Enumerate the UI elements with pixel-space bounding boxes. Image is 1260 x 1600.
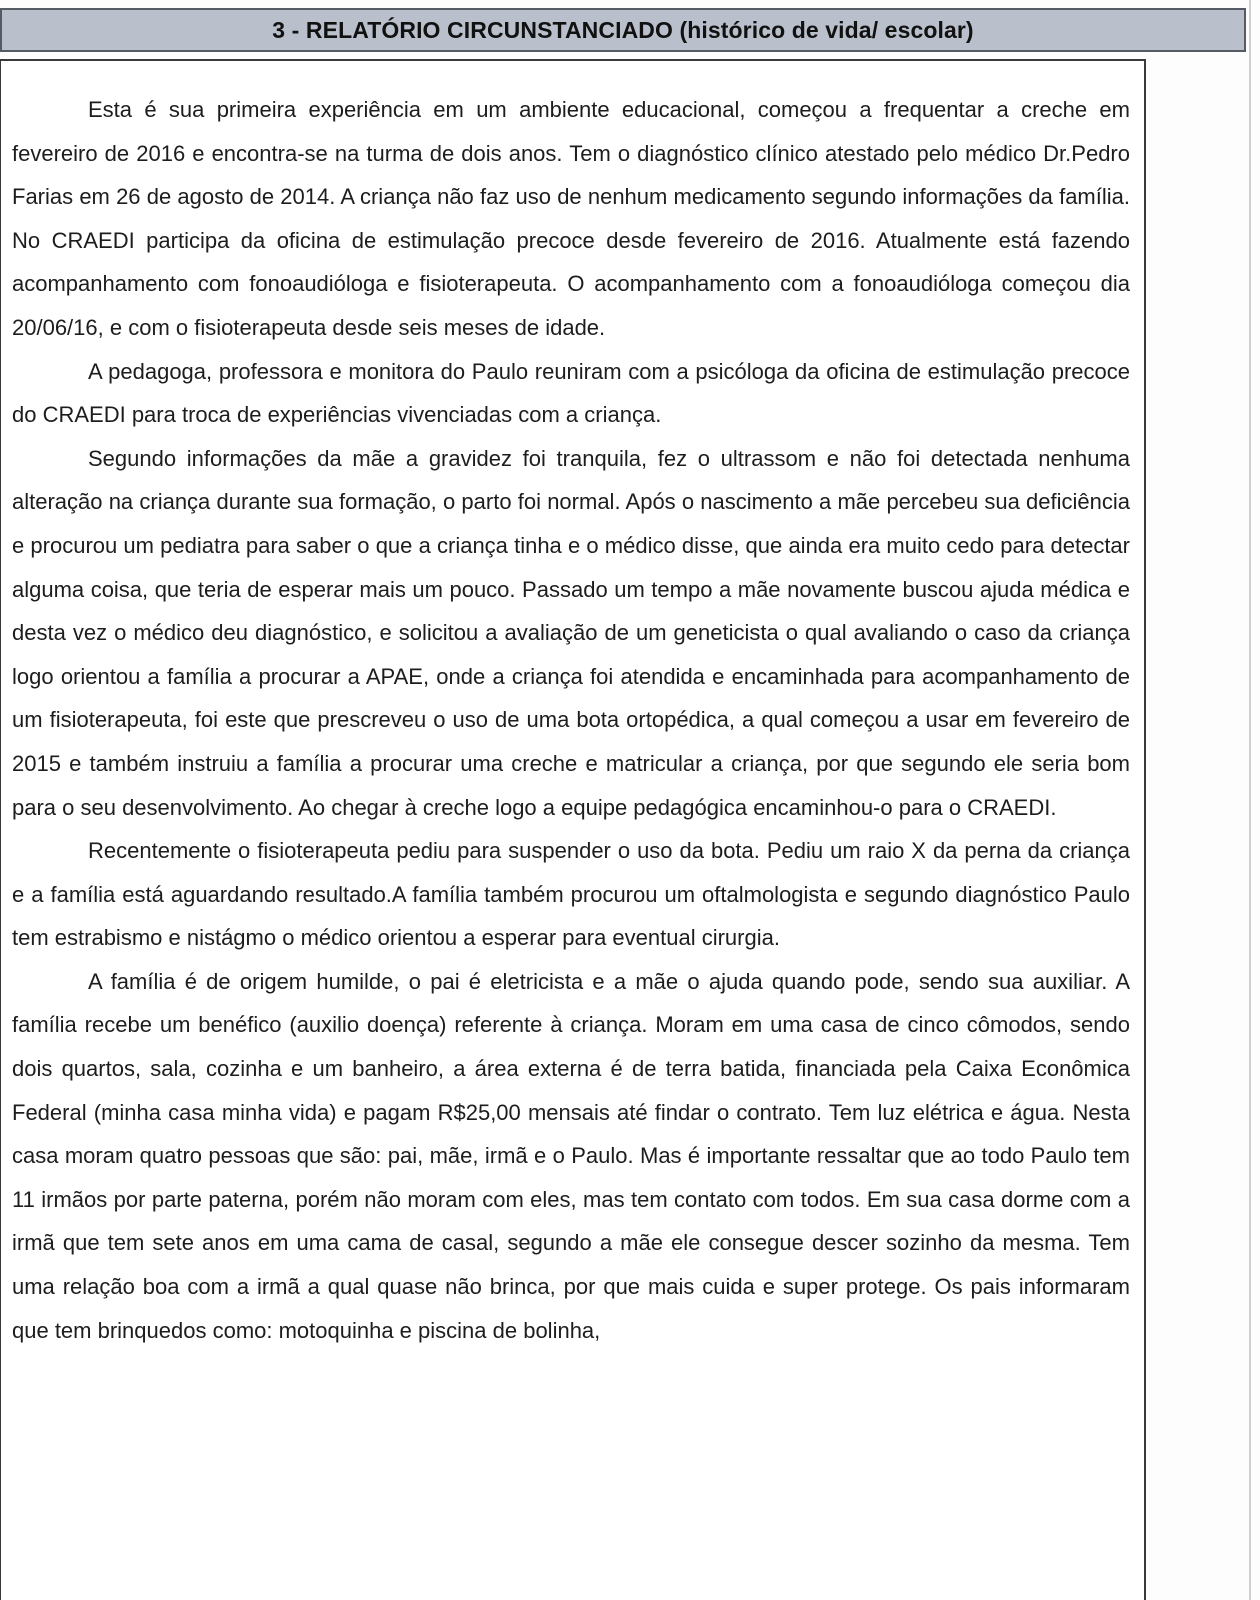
paragraph-family: A família é de origem humilde, o pai é eletricista e a mãe o ajuda quando pode, sendo sua auxiliar. A família recebe um benéfico (auxilio doença) referente à criança. Moram em uma casa de cinco cômodos, sendo dois quartos, sala, cozinha e um banheiro, a área externa é de terra batida, financiada pela Caixa Econômica Federal (minha casa minha vida) e pagam R$25,00 mensais até findar o contrato. Tem luz elétrica e água. Nesta casa moram quatro pessoas que são: pai, mãe, irmã e o Paulo. Mas é importante ressaltar que ao todo Paulo tem 11 irmãos por parte paterna, porém não moram com eles, mas tem contato com todos. Em sua casa dorme com a irmã que tem sete anos em uma cama de casal, segundo a mãe ele consegue descer sozinho da mesma. Tem uma relação boa com a irmã a qual quase não brinca, por que mais cuida e super protege. Os pais informaram que tem brinquedos como: motoquinha e piscina de bolinha, xyxy=(12,968,1130,1343)
paragraph-intro: Esta é sua primeira experiência em um ambiente educacional, começou a frequentar a creche em fevereiro de 2016 e encontra-se na turma de dois anos. Tem o diagnóstico clínico atestado pelo médico Dr.Pedro Farias em 26 de agosto de 2014. A criança não faz uso de nenhum medicamento segundo informações da família. No CRAEDI participa da oficina de estimulação precoce desde fevereiro de 2016. Atualmente está fazendo acompanhamento com fonoaudióloga e fisioterapeuta. O acompanhamento com a fonoaudióloga começou dia 20/06/16, e com o fisioterapeuta desde seis meses de idade. xyxy=(12,97,1130,340)
paragraph-treatment: Recentemente o fisioterapeuta pediu para suspender o uso da bota. Pediu um raio X da perna da criança e a família está aguardando resultado.A família também procurou um oftalmologista e segundo diagnóstico Paulo tem estrabismo e nistágmo o médico orientou a esperar para eventual cirurgia. xyxy=(12,838,1130,951)
report-body-box xyxy=(0,59,1146,1600)
paragraph-meeting: A pedagoga, professora e monitora do Paulo reuniram com a psicóloga da oficina de estimulação precoce do CRAEDI para troca de experiências vivenciadas com a criança. xyxy=(12,358,1130,428)
page-edge-divider xyxy=(1249,0,1251,1600)
paragraph-history: Segundo informações da mãe a gravidez foi tranquila, fez o ultrassom e não foi detectada nenhuma alteração na criança durante sua formação, o parto foi normal. Após o nascimento a mãe percebeu sua deficiência e procurou um pediatra para saber o que a criança tinha e o médico disse, que ainda era muito cedo para detectar alguma coisa, que teria de esperar mais um pouco. Passado um tempo a mãe novamente buscou ajuda médica e desta vez o médico deu diagnóstico, e solicitou a avaliação de um geneticista o qual avaliando o caso da criança logo orientou a família a procurar a APAE, onde a criança foi atendida e encaminhada para acompanhamento de um fisioterapeuta, foi este que prescreveu o uso de uma bota ortopédica, a qual começou a usar em fevereiro de 2015 e também instruiu a família a procurar uma creche e matricular a criança, por que segundo ele seria bom para o seu desenvolvimento. Ao chegar à creche logo a equipe pedagógica encaminhou-o para o CRAEDI. xyxy=(12,445,1130,820)
section-title: 3 - RELATÓRIO CIRCUNSTANCIADO (histórico de vida/ escolar) xyxy=(272,16,974,43)
report-text xyxy=(12,88,1130,1352)
section-header xyxy=(0,8,1246,52)
